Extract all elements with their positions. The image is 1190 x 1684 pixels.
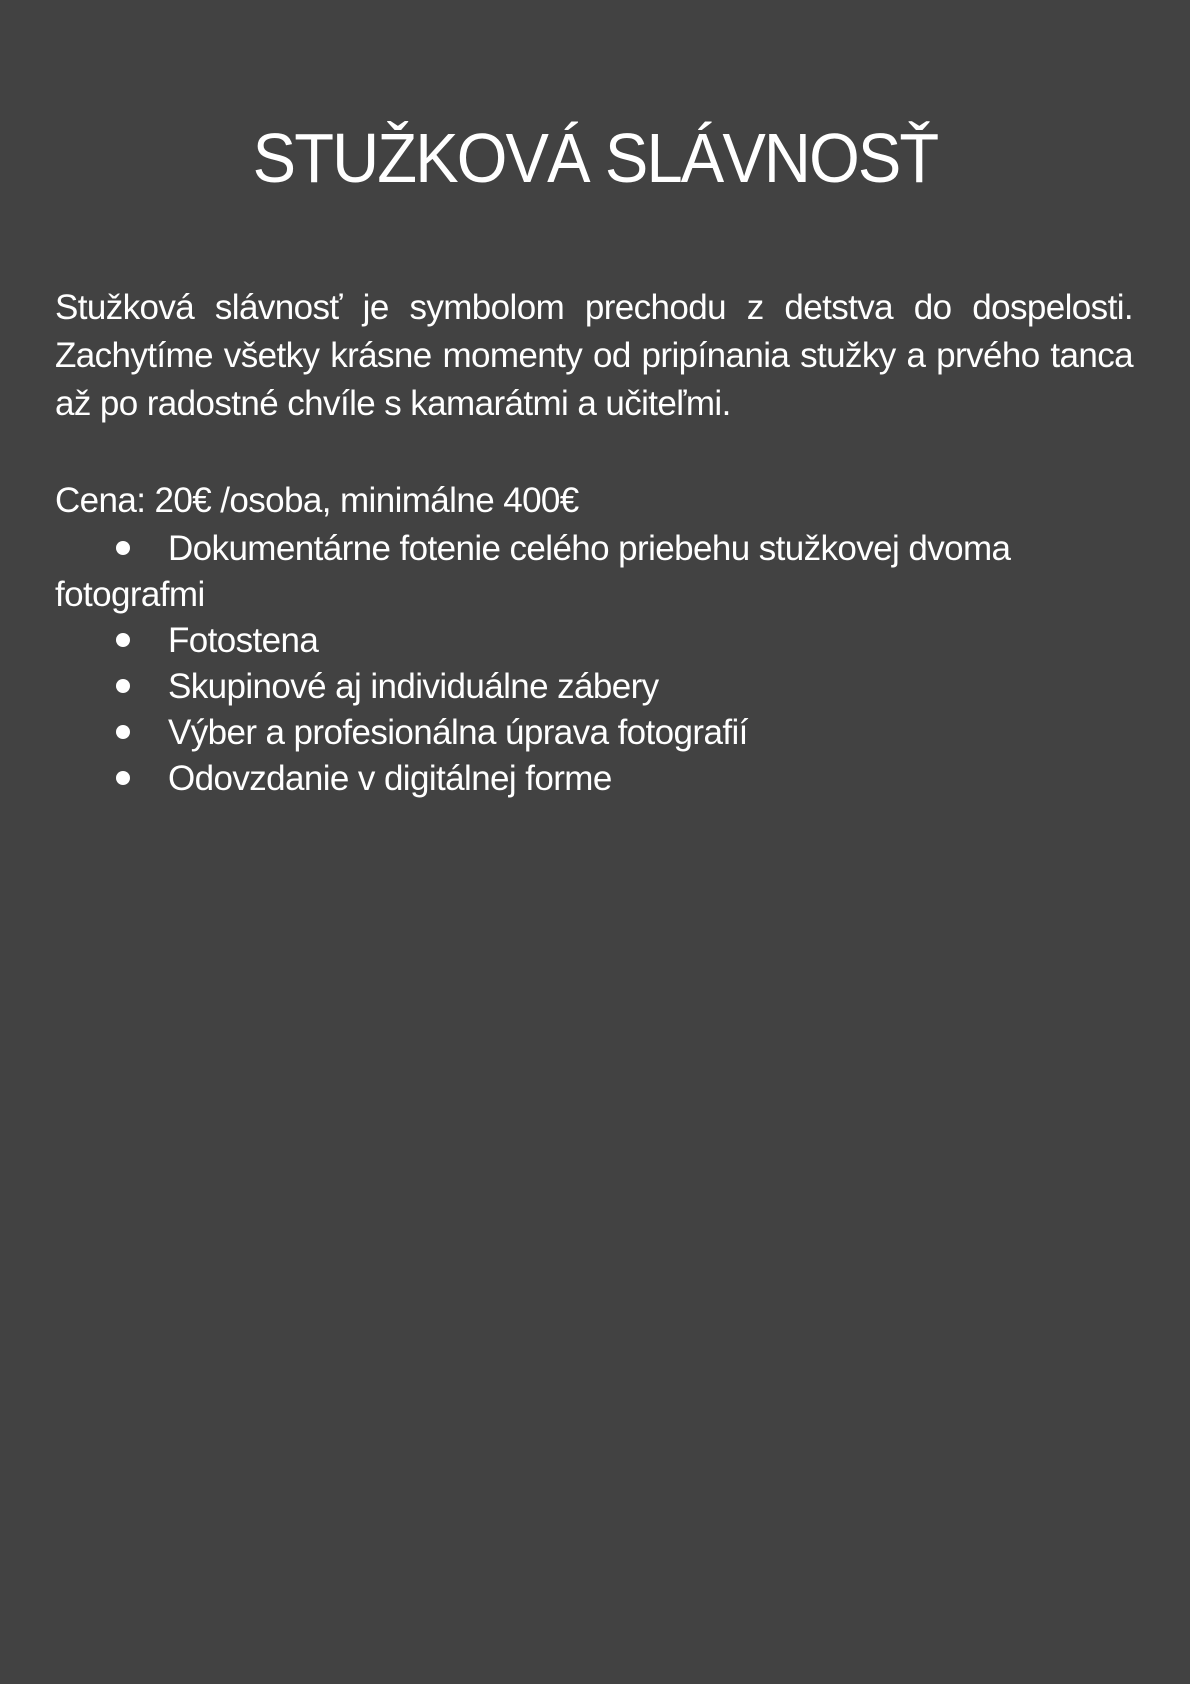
feature-label: Výber a profesionálna úprava fotografií — [168, 713, 748, 752]
list-item — [55, 710, 1133, 756]
page-title: STUŽKOVÁ SLÁVNOSŤ — [252, 119, 938, 197]
list-item — [55, 618, 1133, 664]
bullet-icon — [116, 679, 130, 693]
bullet-icon — [116, 725, 130, 739]
feature-label: Skupinové aj individuálne zábery — [168, 667, 659, 706]
document-body — [55, 284, 1133, 802]
feature-label: Fotostena — [168, 621, 319, 660]
list-item — [55, 664, 1133, 710]
bullet-icon — [116, 633, 130, 647]
feature-list — [55, 526, 1133, 802]
feature-label: Dokumentárne fotenie celého priebehu stužkovej dvoma fotografmi — [55, 529, 1011, 614]
bullet-icon — [116, 541, 130, 555]
bullet-icon — [116, 771, 130, 785]
list-item — [55, 756, 1133, 802]
feature-label: Odovzdanie v digitálnej forme — [168, 759, 612, 798]
list-item — [55, 526, 1133, 618]
intro-paragraph: Stužková slávnosť je symbolom prechodu z detstva do dospelosti. Zachytíme všetky krásne momenty od pripínania stužky a prvého tanca až po radostné chvíle s kamarátmi a učiteľmi. — [55, 288, 1133, 423]
price-line: Cena: 20€ /osoba, minimálne 400€ — [55, 481, 579, 520]
